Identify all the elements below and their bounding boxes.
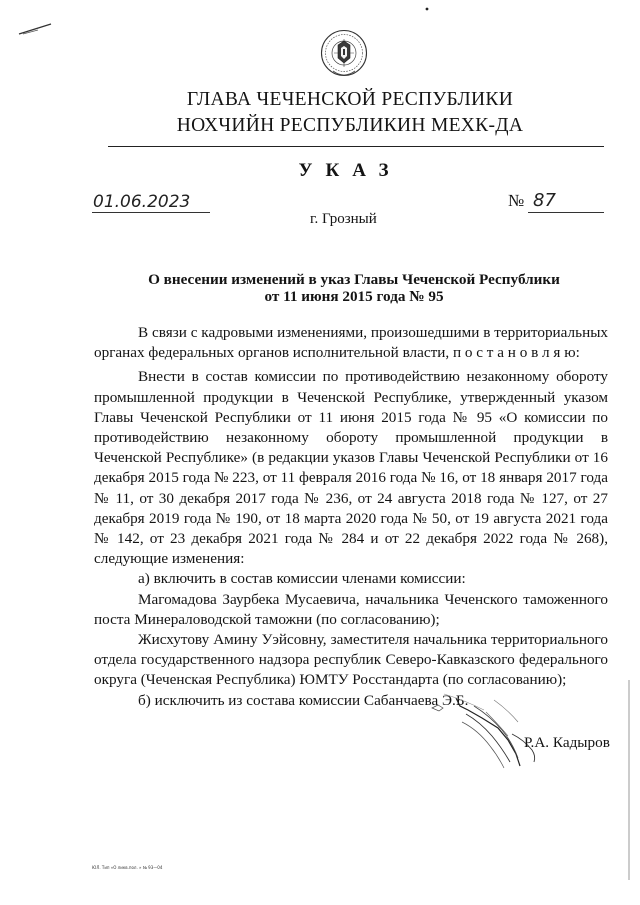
decree-number: 87: [533, 190, 556, 211]
item-b-paragraph: б) исключить из состава комиссии Сабанчаева Э.Б.: [138, 691, 469, 709]
decree-title: [100, 271, 608, 305]
header-title-ce: НОХЧИЙН РЕСПУБЛИКИН МЕХК-ДА: [176, 115, 524, 136]
scan-pen-mark: [18, 22, 52, 36]
scan-dot: [424, 6, 430, 12]
number-sign: №: [508, 191, 525, 210]
decree-title-line2: от 11 июня 2015 года № 95: [264, 288, 444, 305]
decree-city: г. Грозный: [310, 211, 377, 227]
chechen-republic-emblem-icon: [319, 27, 369, 81]
signatory-name: [524, 734, 610, 752]
decree-body: [94, 323, 608, 711]
member-magomadov-paragraph: Магомадова Заурбека Мусаевича, начальника Чеченского таможенного поста Минераловодской таможни (по согласованию);: [94, 590, 608, 628]
decree-date: 01.06.2023: [93, 192, 191, 212]
preamble-paragraph: В связи с кадровыми изменениями, произошедшими в территориальных органах федеральных органов исполнительной власти, п о с т а н о в л я ю:: [94, 324, 608, 362]
date-underline: [92, 212, 210, 213]
decree-title-line1: О внесении изменений в указ Главы Чеченской Республики: [148, 271, 560, 288]
signatory-surname: Кадыров: [552, 734, 610, 751]
signatory-initials: Р.А.: [524, 734, 550, 751]
handwritten-signature-icon: [424, 692, 574, 772]
header-title-ru: ГЛАВА ЧЕЧЕНСКОЙ РЕСПУБЛИКИ: [186, 89, 514, 110]
decree-heading: УКАЗ: [298, 160, 402, 181]
member-zhiskhutova-paragraph: Жисхутову Амину Уэйсовну, заместителя начальника территориального отдела государственного надзора республик Северо-Кавказского федерального округа (Чеченская Республика) ЮМТУ Росстандарта (по согласованию);: [94, 631, 608, 689]
item-a-paragraph: а) включить в состав комиссии членами комиссии:: [138, 570, 466, 588]
scan-edge-mark: [626, 680, 632, 880]
printer-code: ЮЛ. Тип «О ликв.пол. » № 93—04: [92, 865, 163, 870]
number-underline: [528, 212, 604, 213]
main-paragraph: Внести в состав комиссии по противодействию незаконному обороту промышленной продукции в Чеченской Республике, утвержденный указом Главы Чеченской Республики от 11 июня 2015 года № 95 «О комиссии по противодействию незаконному обороту промышленной продукции в Чеченской Республике» (в редакции указов Главы Чеченской Республики от 16 декабря 2015 года № 223, от 11 февраля 2016 года № 16, от 18 января 2017 года № 11, от 30 декабря 2017 года № 236, от 24 августа 2018 года № 127, от 27 декабря 2019 года № 190, от 18 марта 2020 года № 50, от 19 августа 2021 года № 142, от 23 декабря 2021 года № 284 и от 22 декабря 2022 года № 268), следующие изменения:: [94, 368, 608, 568]
header-rule: [108, 146, 604, 147]
